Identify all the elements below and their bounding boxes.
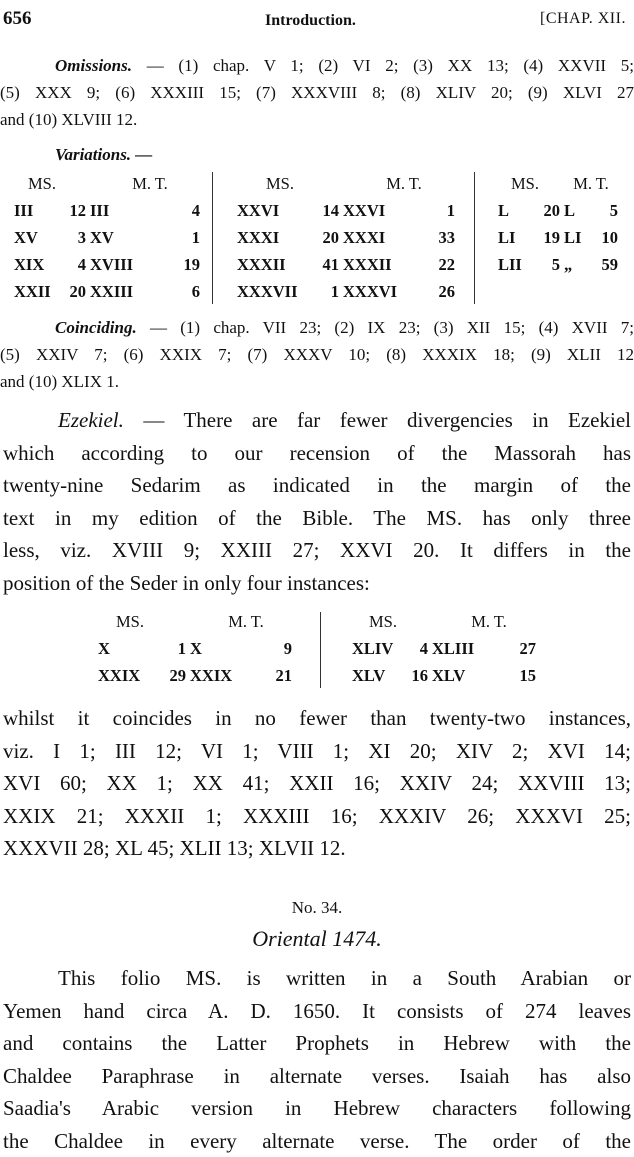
chapter-cell: XV [90, 224, 174, 251]
verse-cell: 26 [427, 278, 455, 305]
table-row [98, 662, 292, 689]
table-header-row [237, 170, 455, 197]
verse-cell: 20 [62, 278, 90, 305]
description-line-2: Yemen hand circa A. D. 1650. It consists of 274 leaves [3, 995, 631, 1028]
coinciding-lead: Coinciding. [55, 318, 137, 337]
column-header: M. T. [90, 170, 200, 197]
verse-cell: 15 [504, 662, 536, 689]
chapter-cell: LII [498, 251, 526, 278]
chapter-cell: XLV [352, 662, 402, 689]
column-header: MS. [14, 170, 90, 197]
chapter-cell: „ [564, 251, 592, 278]
ezekiel-after-line-5: XXXVII 28; XL 45; XLII 13; XLVII 12. [3, 832, 631, 865]
chapter-cell: XXXII [343, 251, 427, 278]
verse-cell: 41 [311, 251, 343, 278]
section-title: Oriental 1474. [0, 926, 634, 952]
description-line-3: and contains the Latter Prophets in Hebrew with the [3, 1027, 631, 1060]
table-header-row [498, 170, 618, 197]
verse-cell: 5 [526, 251, 564, 278]
verse-cell: 10 [592, 224, 618, 251]
chapter-cell: XXXVI [343, 278, 427, 305]
verse-cell: 4 [62, 251, 90, 278]
chapter-cell: XXIII [90, 278, 174, 305]
table-row [14, 278, 200, 305]
chapter-cell: III [14, 197, 62, 224]
column-header: MS. [98, 608, 190, 635]
ezekiel-lead: Ezekiel. [58, 408, 124, 432]
chapter-marker: [CHAP. XII. [540, 10, 626, 28]
column-divider [474, 172, 475, 304]
chapter-cell: X [98, 635, 156, 662]
page-number: 656 [3, 8, 32, 30]
variations-lead: Variations. — [55, 145, 152, 164]
verse-cell: 33 [427, 224, 455, 251]
table-row [498, 197, 618, 224]
verse-cell: 29 [156, 662, 190, 689]
variations-table-group-2 [237, 170, 455, 305]
table-row [237, 197, 455, 224]
ezekiel-line-1: Ezekiel. — There are far fewer divergencies in Ezekiel [3, 404, 631, 437]
section-number: No. 34. [0, 898, 634, 918]
verse-cell: 27 [504, 635, 536, 662]
ezekiel-line-5: less, viz. XVIII 9; XXIII 27; XXVI 20. It differs in the [3, 534, 631, 567]
column-header: M. T. [432, 608, 536, 635]
verse-cell: 9 [266, 635, 292, 662]
ezekiel-after-line-2: viz. I 1; III 12; VI 1; VIII 1; XI 20; XIV 2; XVI 14; [3, 735, 631, 768]
verse-cell: 14 [311, 197, 343, 224]
omissions-line-1: Omissions. — (1) chap. V 1; (2) VI 2; (3) XX 13; (4) XXVII 5; [0, 52, 634, 79]
chapter-cell: XXVI [343, 197, 427, 224]
chapter-cell: XVIII [90, 251, 174, 278]
running-title: Introduction. [265, 12, 356, 30]
chapter-cell: XV [14, 224, 62, 251]
table-row [98, 635, 292, 662]
chapter-cell: XXXI [237, 224, 311, 251]
coinciding-line-2: (5) XXIV 7; (6) XXIX 7; (7) XXXV 10; (8) XXXIX 18; (9) XLII 12 [0, 341, 634, 368]
column-divider [212, 172, 213, 304]
verse-cell: 12 [62, 197, 90, 224]
verse-cell: 1 [156, 635, 190, 662]
chapter-cell: XLV [432, 662, 504, 689]
column-header: MS. [352, 608, 432, 635]
coinciding-line-1: Coinciding. — (1) chap. VII 23; (2) IX 23; (3) XII 15; (4) XVII 7; [0, 314, 634, 341]
variations-table-group-1 [14, 170, 200, 305]
table-row [14, 224, 200, 251]
coinciding-line-3: and (10) XLIX 1. [0, 368, 634, 395]
description-line-4: Chaldee Paraphrase in alternate verses. Isaiah has also [3, 1060, 631, 1093]
chapter-cell: XXVI [237, 197, 311, 224]
ezekiel-continuation [3, 702, 631, 865]
column-header: MS. [237, 170, 343, 197]
table-header-row [352, 608, 536, 635]
description-line-5: Saadia's Arabic version in Hebrew characters following [3, 1092, 631, 1125]
chapter-cell: III [90, 197, 174, 224]
variations-table-group-3 [498, 170, 618, 278]
ezekiel-table-left [98, 608, 292, 689]
ezekiel-after-line-3: XVI 60; XX 1; XX 41; XXII 16; XXIV 24; XXVIII 13; [3, 767, 631, 800]
verse-cell: 21 [266, 662, 292, 689]
table-row [237, 278, 455, 305]
chapter-cell: LI [564, 224, 592, 251]
description-line-1: This folio MS. is written in a South Arabian or [3, 962, 631, 995]
table-row [498, 224, 618, 251]
ezekiel-table-right [352, 608, 536, 689]
description-line-6: the Chaldee in every alternate verse. The order of the [3, 1125, 631, 1157]
omissions-lead: Omissions. [55, 56, 132, 75]
verse-cell: 1 [311, 278, 343, 305]
chapter-cell: XXXVII [237, 278, 311, 305]
table-header-row [98, 608, 292, 635]
chapter-cell: XXIX [98, 662, 156, 689]
variations-heading [0, 141, 634, 168]
verse-cell: 3 [62, 224, 90, 251]
chapter-cell: XXIX [190, 662, 266, 689]
page-header [0, 8, 634, 38]
ezekiel-line-4: text in my edition of the Bible. The MS. has only three [3, 502, 631, 535]
verse-cell: 19 [174, 251, 200, 278]
chapter-cell: XXXII [237, 251, 311, 278]
verse-cell: 20 [311, 224, 343, 251]
verse-cell: 16 [402, 662, 432, 689]
verse-cell: 1 [427, 197, 455, 224]
table-row [352, 662, 536, 689]
verse-cell: 6 [174, 278, 200, 305]
chapter-cell: L [564, 197, 592, 224]
chapter-cell: XLIV [352, 635, 402, 662]
ezekiel-paragraph [3, 404, 631, 599]
omissions-paragraph [0, 52, 634, 133]
verse-cell: 4 [402, 635, 432, 662]
verse-cell: 19 [526, 224, 564, 251]
column-header: M. T. [190, 608, 292, 635]
chapter-cell: LI [498, 224, 526, 251]
verse-cell: 22 [427, 251, 455, 278]
table-row [498, 251, 618, 278]
ezekiel-line-2: which according to our recension of the Massorah has [3, 437, 631, 470]
omissions-line-2: (5) XXX 9; (6) XXXIII 15; (7) XXXVIII 8; (8) XLIV 20; (9) XLVI 27 [0, 79, 634, 106]
table-row [237, 224, 455, 251]
chapter-cell: XXII [14, 278, 62, 305]
ezekiel-line-3: twenty-nine Sedarim as indicated in the margin of the [3, 469, 631, 502]
coinciding-paragraph [0, 314, 634, 395]
chapter-cell: XIX [14, 251, 62, 278]
table-row [14, 251, 200, 278]
table-row [14, 197, 200, 224]
ezekiel-after-line-1: whilst it coincides in no fewer than twenty-two instances, [3, 702, 631, 735]
chapter-cell: X [190, 635, 266, 662]
column-header: M. T. [564, 170, 618, 197]
verse-cell: 4 [174, 197, 200, 224]
column-divider [320, 612, 321, 688]
table-row [352, 635, 536, 662]
verse-cell: 59 [592, 251, 618, 278]
column-header: MS. [498, 170, 564, 197]
description-paragraph [3, 962, 631, 1157]
ezekiel-line-6: position of the Seder in only four instances: [3, 567, 631, 600]
chapter-cell: XLIII [432, 635, 504, 662]
ezekiel-after-line-4: XXIX 21; XXXII 1; XXXIII 16; XXXIV 26; XXXVI 25; [3, 800, 631, 833]
omissions-line-3: and (10) XLVIII 12. [0, 106, 634, 133]
table-row [237, 251, 455, 278]
verse-cell: 20 [526, 197, 564, 224]
verse-cell: 5 [592, 197, 618, 224]
chapter-cell: L [498, 197, 526, 224]
column-header: M. T. [343, 170, 455, 197]
chapter-cell: XXXI [343, 224, 427, 251]
verse-cell: 1 [174, 224, 200, 251]
table-header-row [14, 170, 200, 197]
